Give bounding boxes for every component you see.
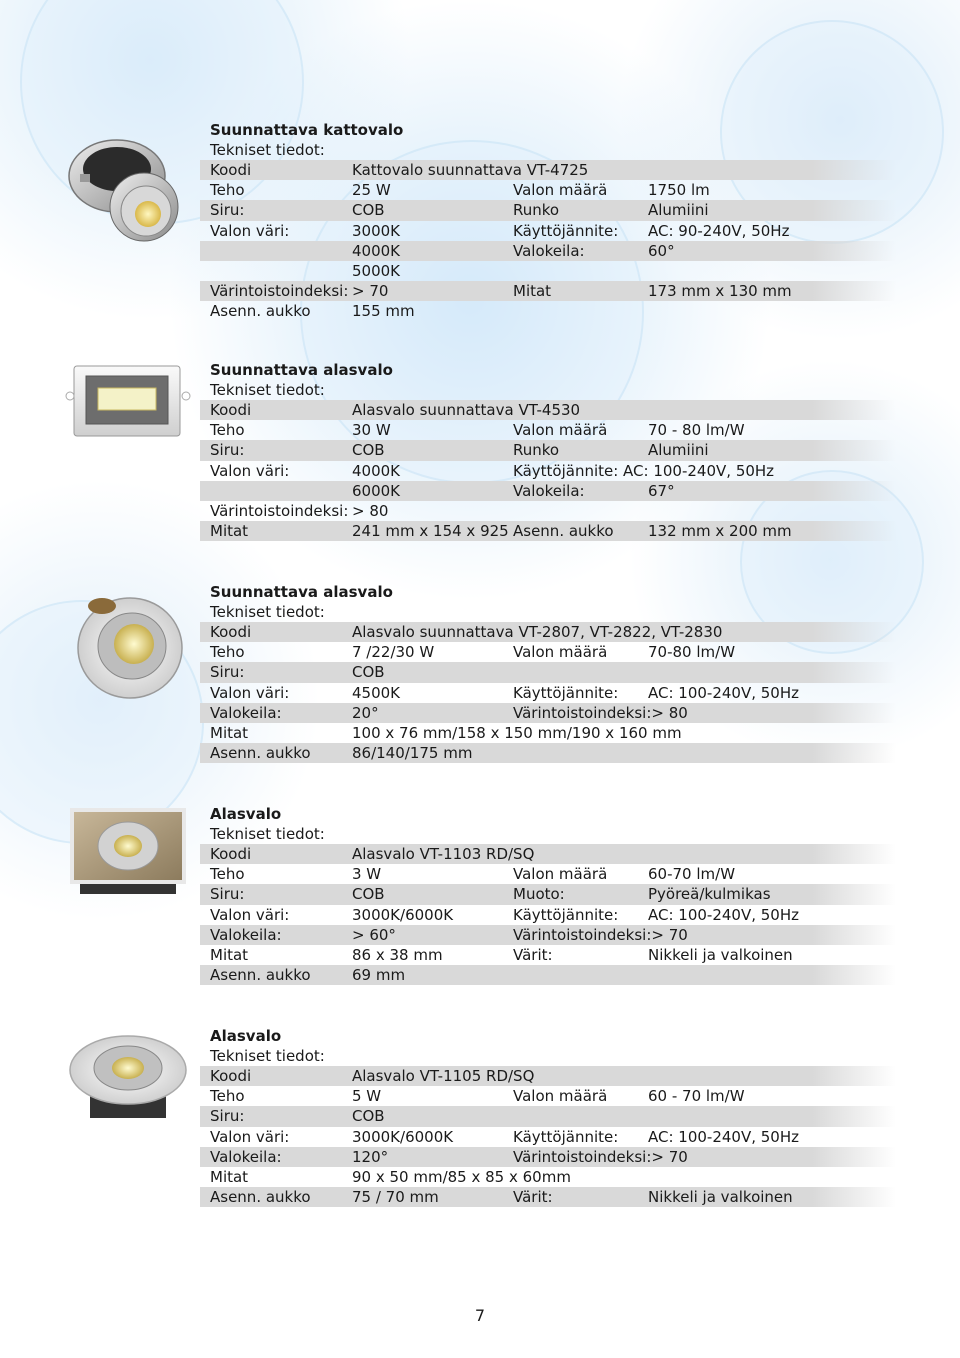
spec-label: Valon väri:	[210, 1127, 290, 1146]
spec-value-2: 1750 lm	[648, 181, 710, 200]
spec-row	[200, 925, 896, 945]
spec-label-2: Mitat	[513, 282, 552, 301]
spec-label-2: Värit:	[513, 945, 553, 964]
spec-table	[200, 1066, 896, 1207]
spec-row	[200, 844, 896, 864]
spec-label: Koodi	[210, 161, 252, 179]
spec-value: 3000K/6000K	[352, 905, 454, 924]
rotatable-ceiling-spotlight-image	[62, 124, 194, 254]
spec-value: Alasvalo suunnattava VT-2807, VT-2822, VT-2830	[352, 623, 723, 641]
spec-row	[200, 221, 896, 241]
spec-label: Koodi	[210, 1067, 252, 1085]
spec-value: 7 /22/30 W	[352, 643, 435, 662]
spec-value: 241 mm x 154 x 925	[352, 522, 509, 541]
spec-value-2: AC: 90-240V, 50Hz	[648, 221, 790, 240]
spec-label: Valokeila:	[210, 703, 282, 722]
spec-value-2: 70-80 lm/W	[648, 643, 736, 662]
spec-value: 120°	[352, 1147, 389, 1166]
product-subtitle: Tekniset tiedot:	[210, 381, 325, 399]
spec-value: 3000K	[352, 221, 401, 240]
spec-value-2: 70 - 80 lm/W	[648, 421, 745, 440]
spec-row	[200, 481, 896, 501]
spec-label: Koodi	[210, 845, 252, 863]
spec-row	[200, 622, 896, 642]
spec-value: Kattovalo suunnattava VT-4725	[352, 161, 589, 179]
spec-value-2: 173 mm x 130 mm	[648, 282, 792, 301]
spec-label: Värintoistoindeksi:	[210, 501, 349, 520]
product-title: Alasvalo	[210, 1027, 282, 1045]
spec-row	[200, 521, 896, 541]
product-title: Alasvalo	[210, 805, 282, 823]
spec-value-2: 60 - 70 lm/W	[648, 1087, 745, 1106]
spec-row	[200, 241, 896, 261]
spec-value: 4000K	[352, 461, 401, 480]
spec-value: 155 mm	[352, 302, 415, 321]
spec-value: Alasvalo VT-1105 RD/SQ	[352, 1067, 535, 1085]
product-subtitle: Tekniset tiedot:	[210, 141, 325, 159]
spec-label: Teho	[210, 181, 245, 200]
spec-value-2: 67°	[648, 481, 675, 500]
product-title: Suunnattava alasvalo	[210, 583, 393, 601]
spec-value: Alasvalo suunnattava VT-4530	[352, 401, 581, 419]
spec-label: Valokeila:	[210, 925, 282, 944]
spec-label: Asenn. aukko	[210, 1188, 311, 1207]
spec-value: 30 W	[352, 421, 391, 440]
product-title: Suunnattava kattovalo	[210, 121, 404, 139]
spec-value-2: AC: 100-240V, 50Hz	[648, 905, 800, 924]
spec-row	[200, 884, 896, 904]
spec-label-2: Värintoistoindeksi:> 80	[513, 703, 688, 722]
spec-label-2: Käyttöjännite: AC: 100-240V, 50Hz	[513, 461, 775, 480]
square-downlight-image	[62, 804, 194, 934]
spec-row	[200, 662, 896, 682]
spec-value-2: AC: 100-240V, 50Hz	[648, 1127, 800, 1146]
spec-label-2: Runko	[513, 441, 560, 460]
round-downlight-image	[62, 1026, 194, 1156]
spec-row	[200, 301, 896, 321]
spec-row	[200, 1167, 896, 1187]
spec-label-2: Käyttöjännite:	[513, 683, 619, 702]
spec-label-2: Värit:	[513, 1188, 553, 1207]
spec-value-2: 132 mm x 200 mm	[648, 522, 792, 541]
spec-value-2: Alumiini	[648, 441, 709, 460]
spec-value: COB	[352, 201, 385, 220]
spec-value: 20°	[352, 703, 379, 722]
spec-value-2: AC: 100-240V, 50Hz	[648, 683, 800, 702]
spec-row	[200, 1187, 896, 1207]
spec-label: Mitat	[210, 723, 249, 742]
spec-label: Valokeila:	[210, 1147, 282, 1166]
spec-table	[200, 160, 896, 322]
spec-row	[200, 945, 896, 965]
spec-label-2: Runko	[513, 201, 560, 220]
product-subtitle: Tekniset tiedot:	[210, 1047, 325, 1065]
spec-value: 5 W	[352, 1087, 382, 1106]
spec-label: Asenn. aukko	[210, 966, 311, 985]
spec-label: Teho	[210, 1087, 245, 1106]
spec-value-2: 60°	[648, 241, 675, 260]
rectangular-downlight-image	[62, 358, 194, 488]
spec-value: COB	[352, 885, 385, 904]
spec-label: Siru:	[210, 663, 245, 682]
spec-value: COB	[352, 441, 385, 460]
spec-label-2: Valon määrä	[513, 643, 608, 662]
spec-row	[200, 440, 896, 460]
spec-value: 75 / 70 mm	[352, 1188, 439, 1207]
spec-label-2: Valokeila:	[513, 481, 585, 500]
spec-row	[200, 642, 896, 662]
spec-label: Asenn. aukko	[210, 302, 311, 321]
spec-label-2: Käyttöjännite:	[513, 1127, 619, 1146]
spec-label: Teho	[210, 643, 245, 662]
spec-label: Koodi	[210, 623, 252, 641]
spec-row	[200, 1106, 896, 1126]
spec-value: Alasvalo VT-1103 RD/SQ	[352, 845, 535, 863]
spec-row	[200, 965, 896, 985]
spec-label: Mitat	[210, 522, 249, 541]
spec-value: > 70	[352, 282, 389, 301]
spec-value: 6000K	[352, 481, 401, 500]
spec-label-2: Muoto:	[513, 885, 565, 904]
spec-label: Siru:	[210, 201, 245, 220]
spec-value-2: Nikkeli ja valkoinen	[648, 945, 793, 964]
spec-label-2: Käyttöjännite:	[513, 221, 619, 240]
spec-row	[200, 400, 896, 420]
spec-label: Koodi	[210, 401, 252, 419]
spec-value: COB	[352, 663, 385, 682]
spec-label: Asenn. aukko	[210, 744, 311, 763]
product-subtitle: Tekniset tiedot:	[210, 825, 325, 843]
spec-label-2: Valon määrä	[513, 1087, 608, 1106]
spec-value: 4500K	[352, 683, 401, 702]
product-subtitle: Tekniset tiedot:	[210, 603, 325, 621]
spec-table	[200, 400, 896, 541]
spec-value: 5000K	[352, 261, 401, 280]
spec-row	[200, 683, 896, 703]
spec-label: Valon väri:	[210, 461, 290, 480]
spec-row	[200, 1066, 896, 1086]
spec-label: Siru:	[210, 1107, 245, 1126]
spec-label-2: Valokeila:	[513, 241, 585, 260]
spec-label: Mitat	[210, 1167, 249, 1186]
page-number: 7	[474, 1306, 486, 1325]
round-adjustable-downlight-image	[62, 582, 194, 712]
spec-row	[200, 281, 896, 301]
spec-table	[200, 622, 896, 763]
spec-label-2: Värintoistoindeksi:> 70	[513, 1147, 688, 1166]
spec-row	[200, 1086, 896, 1106]
spec-value: 69 mm	[352, 966, 406, 985]
spec-label-2: Valon määrä	[513, 421, 608, 440]
spec-value: > 60°	[352, 925, 396, 944]
spec-row	[200, 501, 896, 521]
spec-value-2: Alumiini	[648, 201, 709, 220]
spec-value: 86/140/175 mm	[352, 744, 473, 763]
spec-value: 3 W	[352, 865, 382, 884]
spec-row	[200, 864, 896, 884]
spec-row	[200, 420, 896, 440]
spec-label: Teho	[210, 865, 245, 884]
spec-label: Siru:	[210, 885, 245, 904]
spec-row	[200, 160, 896, 180]
spec-row	[200, 703, 896, 723]
spec-row	[200, 261, 896, 281]
spec-row	[200, 461, 896, 481]
spec-table	[200, 844, 896, 985]
spec-label-2: Asenn. aukko	[513, 522, 614, 541]
spec-row	[200, 723, 896, 743]
spec-value: 25 W	[352, 181, 391, 200]
spec-value: 4000K	[352, 241, 401, 260]
spec-label: Valon väri:	[210, 905, 290, 924]
spec-label-2: Värintoistoindeksi:> 70	[513, 925, 688, 944]
spec-value: 90 x 50 mm/85 x 85 x 60mm	[352, 1167, 571, 1186]
spec-row	[200, 1147, 896, 1167]
spec-row	[200, 1127, 896, 1147]
spec-value-2: Pyöreä/kulmikas	[648, 885, 771, 904]
spec-value-2: Nikkeli ja valkoinen	[648, 1188, 793, 1207]
spec-label-2: Valon määrä	[513, 865, 608, 884]
spec-label: Siru:	[210, 441, 245, 460]
spec-label: Valon väri:	[210, 221, 290, 240]
product-title: Suunnattava alasvalo	[210, 361, 393, 379]
spec-value: 100 x 76 mm/158 x 150 mm/190 x 160 mm	[352, 723, 682, 742]
spec-value-2: 60-70 lm/W	[648, 865, 736, 884]
spec-row	[200, 905, 896, 925]
spec-value: > 80	[352, 501, 389, 520]
spec-label: Teho	[210, 421, 245, 440]
spec-label: Värintoistoindeksi:	[210, 282, 349, 301]
spec-label: Mitat	[210, 945, 249, 964]
spec-row	[200, 180, 896, 200]
spec-label: Valon väri:	[210, 683, 290, 702]
spec-label-2: Valon määrä	[513, 181, 608, 200]
spec-row	[200, 743, 896, 763]
spec-value: 3000K/6000K	[352, 1127, 454, 1146]
spec-value: COB	[352, 1107, 385, 1126]
spec-value: 86 x 38 mm	[352, 945, 443, 964]
spec-row	[200, 200, 896, 220]
spec-label-2: Käyttöjännite:	[513, 905, 619, 924]
